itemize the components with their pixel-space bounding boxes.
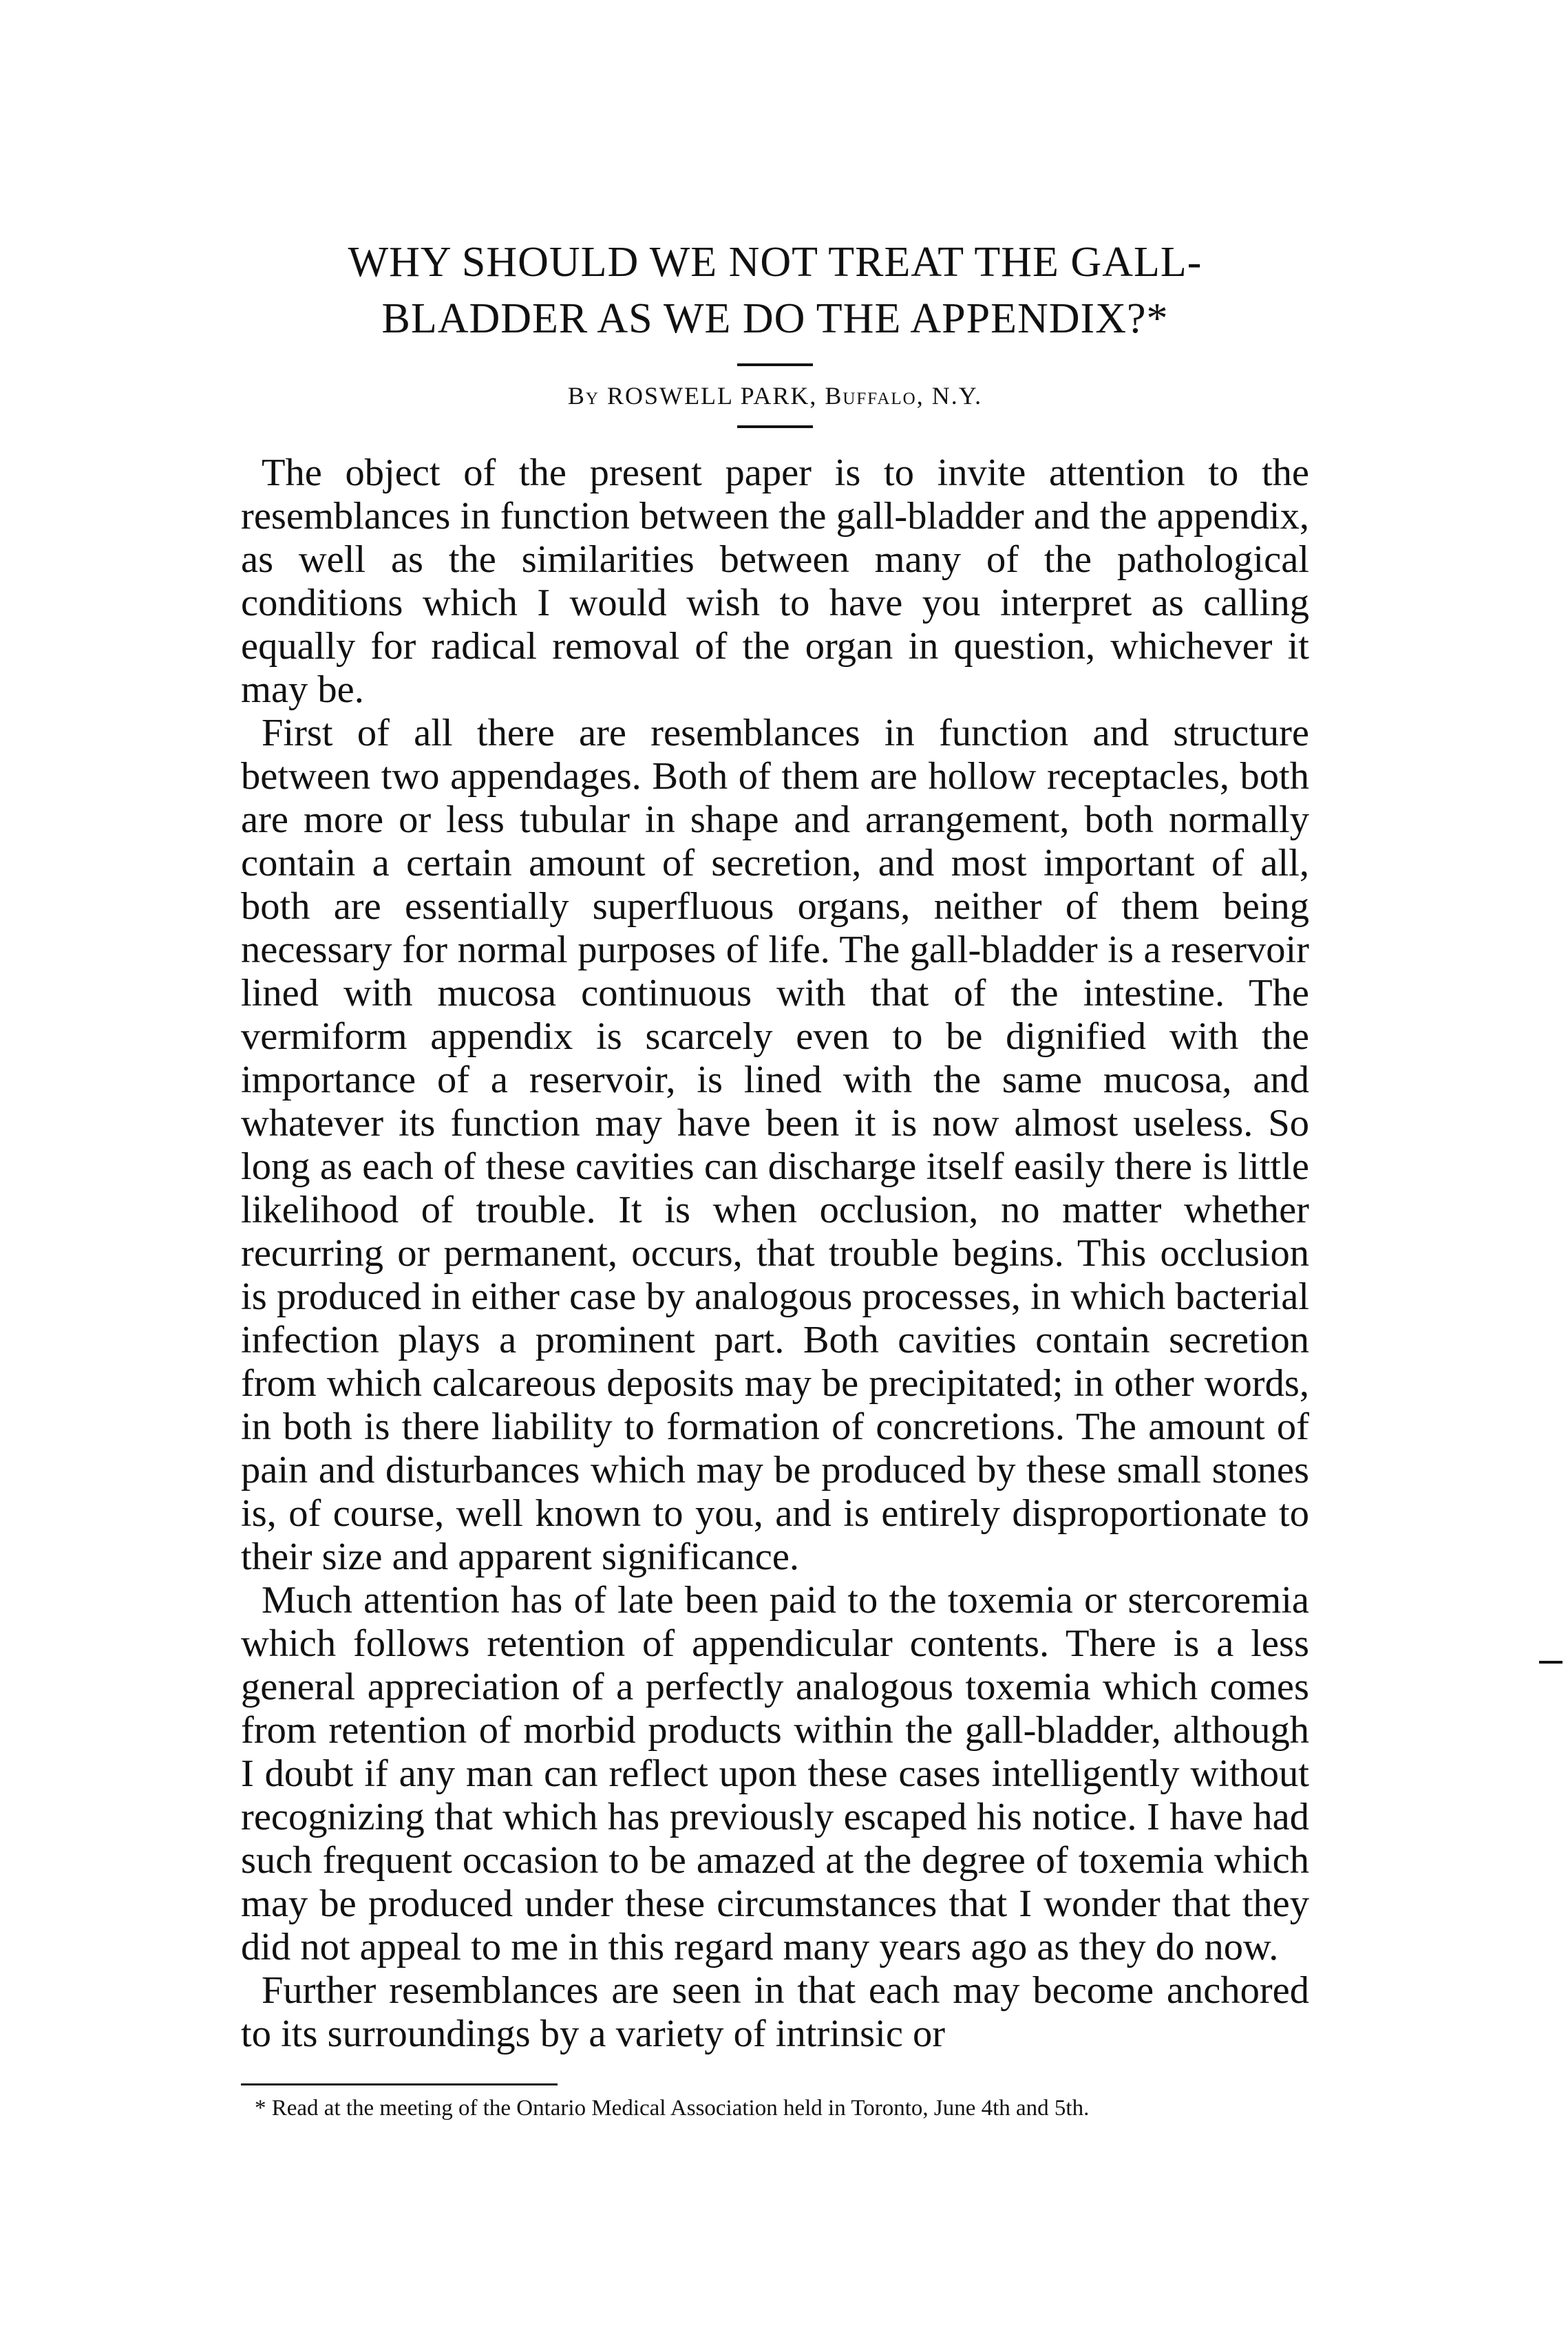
- paragraph: First of all there are resemblances in function and structure between two appendages. Both of them are hollow receptacles, both are more or less tubular in shape and arrangement, both normally contain a certain amount of secretion, and most important of all, both are essentially superfluous organs, neither of them being necessary for normal purposes of life. The gall-bladder is a reservoir lined with mucosa continuous with that of the intestine. The vermiform appendix is scarcely even to be dignified with the importance of a reservoir, is lined with the same mucosa, and whatever its function may have been it is now almost useless. So long as each of these cavities can discharge itself easily there is little likelihood of trouble. It is when occlusion, no matter whether recurring or permanent, occurs, that trouble begins. This occlusion is produced in either case by analogous processes, in which bacterial infection plays a prominent part. Both cavities contain secretion from which calcareous deposits may be precipitated; in other words, in both is there liability to formation of concretions. The amount of pain and disturbances which may be produced by these small stones is, of course, well known to you, and is entirely disproportionate to their size and apparent significance.: [241, 712, 1309, 1578]
- footnote: * Read at the meeting of the Ontario Medical Association held in Toronto, June 4th and 5th.: [255, 2096, 1090, 2121]
- paragraph: Much attention has of late been paid to the toxemia or stercoremia which follows retention of appendicular contents. There is a less general appreciation of a perfectly analogous toxemia which comes from retention of morbid products within the gall-bladder, although I doubt if any man can reflect upon these cases intelligently without recognizing that which has previously escaped his notice. I have had such frequent occasion to be amazed at the degree of toxemia which may be produced under these circumstances that I wonder that they did not appeal to me in this regard many years ago as they do now.: [241, 1579, 1309, 1968]
- byline-divider: [737, 425, 813, 428]
- document-page: [241, 234, 1309, 2121]
- footnote-divider: [241, 2083, 558, 2085]
- author-byline: By ROSWELL PARK, Buffalo, N.Y.: [567, 382, 983, 410]
- margin-mark: [1539, 1661, 1562, 1664]
- paragraph: The object of the present paper is to invite attention to the resemblances in function between the gall-bladder and the appendix, as well as the similarities between many of the pathological conditions which I would wish to have you interpret as calling equally for radical removal of the organ in question, whichever it may be.: [241, 452, 1309, 711]
- title-divider: [737, 363, 813, 366]
- article-title-line-1: WHY SHOULD WE NOT TREAT THE GALL-: [348, 239, 1203, 286]
- article-body: [241, 452, 1309, 2056]
- article-title-line-2: BLADDER AS WE DO THE APPENDIX?*: [381, 295, 1169, 342]
- article-title: [241, 234, 1309, 347]
- paragraph: Further resemblances are seen in that each may become anchored to its surroundings by a variety of intrinsic or: [241, 1969, 1309, 2055]
